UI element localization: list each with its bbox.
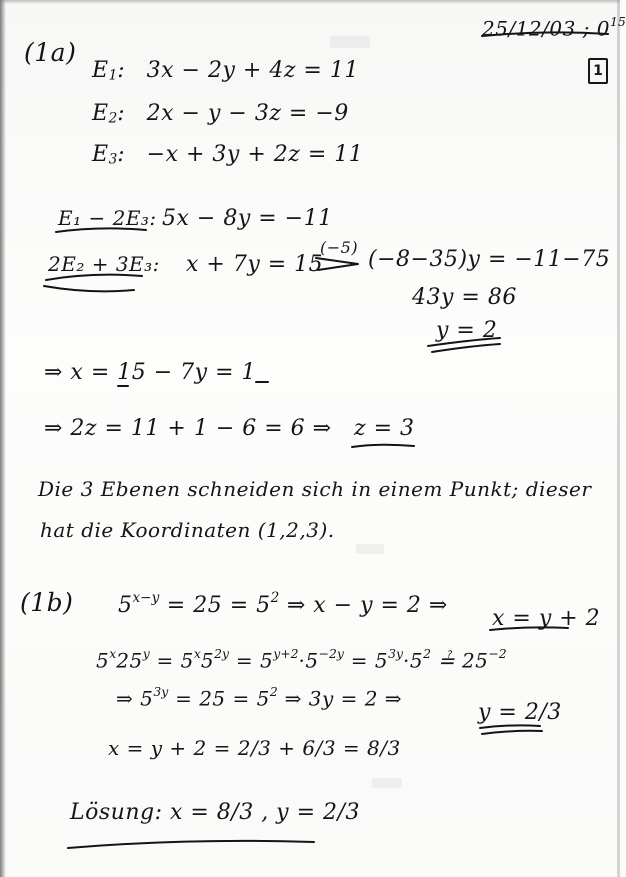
scan-edge-right (617, 0, 620, 877)
y-value-result: y = 2/3 (478, 700, 562, 725)
page-number: 1 (588, 58, 608, 84)
bleed-through-mark (330, 36, 370, 48)
scan-edge-left (0, 0, 6, 877)
header-date: 25/12/03 ; $0^{15}$ (482, 14, 626, 41)
bleed-through-mark (372, 778, 402, 788)
bleed-through-mark (356, 544, 384, 554)
factor-note: (−5) (320, 238, 359, 257)
z-result-underline (352, 445, 414, 447)
conclusion-line-1: Die 3 Ebenen schneiden sich in einem Punkt; dieser (38, 477, 592, 501)
final-solution: Lösung: x = 8/3 , y = 2/3 (70, 800, 360, 825)
y-value-underline-2 (482, 731, 542, 734)
x-in-terms-of-y: x = y + 2 (492, 606, 601, 631)
equation-e1: $E_1$: 3x − 2y + 4z = 11 (92, 58, 359, 84)
combination-1-op: E₁ − 2E₃: (58, 206, 157, 230)
combination-2-underline-2 (44, 286, 134, 291)
x-derivation: ⇒ x = 15 − 7y = 1 (44, 360, 257, 385)
elimination-step-1: (−8−35)y = −11−75 (368, 247, 611, 272)
combination-1-result: 5x − 8y = −11 (162, 206, 333, 231)
part-a-label: (1a) (24, 38, 77, 67)
y-result-underline-2 (432, 344, 500, 352)
y-value-underline (480, 725, 540, 728)
elimination-step-2: 43y = 86 (412, 285, 517, 310)
equation-e2: $E_2$: 2x − y − 3z = −9 (92, 101, 349, 127)
equation-e3: $E_3$: −x + 3y + 2z = 11 (92, 142, 364, 168)
part-b-label: (1b) (20, 588, 74, 617)
part-b-line-3: ⇒ $5^{3y} = 25 = 5^2$ ⇒ 3y = 2 ⇒ (116, 684, 403, 711)
combination-2-op: 2E₂ + 3E₃: (48, 252, 160, 276)
part-b-line-1: $5^{x-y} = 25 = 5^2$ ⇒ x − y = 2 ⇒ (118, 590, 448, 619)
z-result: z = 3 (354, 416, 415, 441)
scan-edge-top (0, 0, 620, 4)
y-result: y = 2 (436, 318, 498, 343)
part-b-line-2: $5^x25^y = 5^x5^{2y} = 5^{y+2}\cdot 5^{-2y} = 5^{3y}\cdot 5^2$ ≟ $25^{-2}$ (96, 646, 507, 673)
final-solution-underline (68, 841, 314, 848)
z-derivation: ⇒ 2z = 11 + 1 − 6 = 6 ⇒ (44, 416, 332, 441)
x-value-computation: x = y + 2 = 2/3 + 6/3 = 8/3 (108, 736, 401, 760)
conclusion-line-2: hat die Koordinaten (1,2,3). (40, 518, 335, 542)
combination-2-result: x + 7y = 15 (186, 252, 324, 277)
